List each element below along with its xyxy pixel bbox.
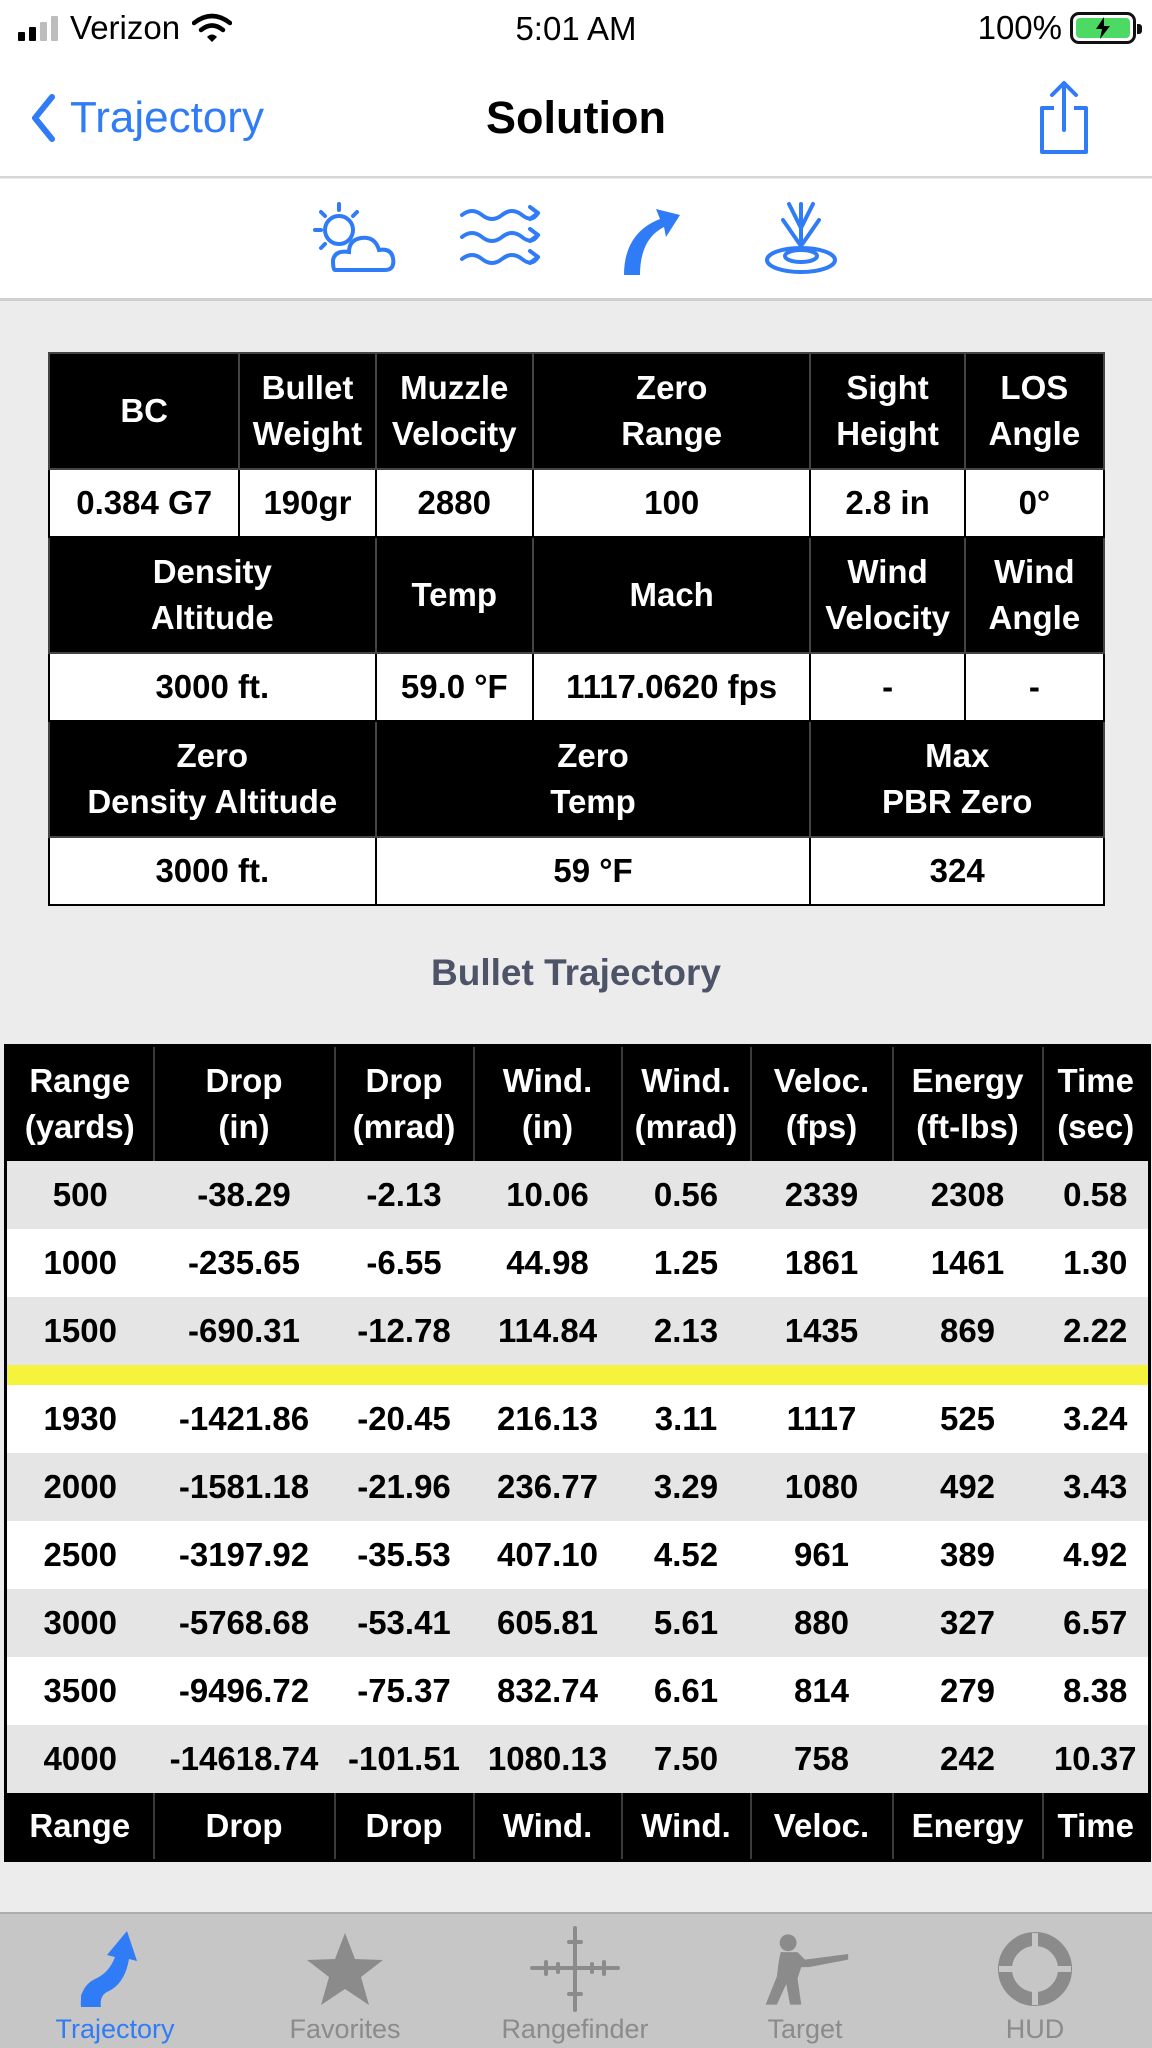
max-pbr-zero-header: Max PBR Zero <box>810 721 1104 837</box>
wind-mrad-cell: 0.56 <box>622 1161 751 1229</box>
star-icon <box>300 1924 390 2014</box>
range-cell: 4000 <box>6 1725 154 1793</box>
energy-cell: 279 <box>893 1657 1043 1725</box>
share-button[interactable] <box>1032 80 1096 156</box>
velocity-cell: 1861 <box>751 1229 893 1297</box>
wind-velocity-value: - <box>810 653 964 721</box>
time-cell: 6.57 <box>1043 1589 1150 1657</box>
range-cell: 2000 <box>6 1453 154 1521</box>
drop-in-cell: -9496.72 <box>154 1657 335 1725</box>
energy-cell: 492 <box>893 1453 1043 1521</box>
energy-cell: 1461 <box>893 1229 1043 1297</box>
share-icon <box>1032 80 1096 156</box>
velocity-cell: 1117 <box>751 1385 893 1453</box>
table-row[interactable] <box>6 1229 1150 1297</box>
wind-icon <box>458 201 544 277</box>
drop-in-cell: -38.29 <box>154 1161 335 1229</box>
trajectory-header-row <box>6 1046 1150 1161</box>
range-cell: 1000 <box>6 1229 154 1297</box>
drop-in-cell: -690.31 <box>154 1297 335 1365</box>
status-right <box>978 8 1136 48</box>
wind-velocity-header: Wind Velocity <box>810 537 964 653</box>
drop-in-cell: -1421.86 <box>154 1385 335 1453</box>
zero-temp-value: 59 °F <box>376 837 811 905</box>
time-cell: 2.22 <box>1043 1297 1150 1365</box>
trajectory-body <box>6 1161 1150 1793</box>
drop-mrad-cell: -75.37 <box>335 1657 474 1725</box>
table-row[interactable] <box>6 1297 1150 1365</box>
time-cell: 8.38 <box>1043 1657 1150 1725</box>
wind-mrad-cell: 3.29 <box>622 1453 751 1521</box>
tab-label: Favorites <box>289 2014 401 2044</box>
tab-bar <box>0 1912 1152 2048</box>
velocity-cell: 758 <box>751 1725 893 1793</box>
tab-label: Rangefinder <box>501 2014 649 2044</box>
wind-in-cell: 407.10 <box>474 1521 622 1589</box>
range-cell: 3500 <box>6 1657 154 1725</box>
solution-toolbar <box>0 179 1152 301</box>
zero-density-altitude-header: Zero Density Altitude <box>49 721 376 837</box>
temp-value: 59.0 °F <box>376 653 533 721</box>
wind-in-cell: 44.98 <box>474 1229 622 1297</box>
drop-mrad-cell: -12.78 <box>335 1297 474 1365</box>
bc-header: BC <box>49 353 239 469</box>
table-row[interactable] <box>6 1589 1150 1657</box>
max-pbr-zero-value: 324 <box>810 837 1104 905</box>
energy-cell: 869 <box>893 1297 1043 1365</box>
time-cell: 1.30 <box>1043 1229 1150 1297</box>
energy-column-footer: Energy <box>893 1793 1043 1861</box>
drop-in-cell: -1581.18 <box>154 1453 335 1521</box>
drop-mrad-cell: -35.53 <box>335 1521 474 1589</box>
tab-label: HUD <box>1005 2014 1065 2044</box>
zero-range-header: Zero Range <box>533 353 811 469</box>
wind-in-cell: 10.06 <box>474 1161 622 1229</box>
section-title: Bullet Trajectory <box>431 952 721 993</box>
tab-hud[interactable] <box>920 1914 1150 2048</box>
tab-label: Target <box>767 2014 843 2044</box>
wind-mrad-cell: 4.52 <box>622 1521 751 1589</box>
density-altitude-value: 3000 ft. <box>49 653 376 721</box>
battery-percent: 100% <box>977 9 1062 46</box>
wind-in-cell: 1080.13 <box>474 1725 622 1793</box>
wind-mrad-cell: 2.13 <box>622 1297 751 1365</box>
zero-temp-header: Zero Temp <box>376 721 811 837</box>
wind-in-column-header: Wind. (in) <box>474 1046 622 1161</box>
table-row[interactable] <box>6 1521 1150 1589</box>
drop-in-cell: -5768.68 <box>154 1589 335 1657</box>
muzzle-velocity-value: 2880 <box>376 469 533 537</box>
velocity-column-header: Veloc. (fps) <box>751 1046 893 1161</box>
tab-rangefinder[interactable] <box>460 1914 690 2048</box>
drop-in-column-footer: Drop <box>154 1793 335 1861</box>
los-angle-value: 0° <box>965 469 1104 537</box>
los-angle-header: LOS Angle <box>965 353 1104 469</box>
impact-button[interactable] <box>755 197 847 281</box>
mach-transition-marker <box>6 1365 1150 1385</box>
time-column-footer: Time <box>1043 1793 1150 1861</box>
time-cell: 3.24 <box>1043 1385 1150 1453</box>
sight-height-header: Sight Height <box>810 353 964 469</box>
battery-icon <box>1070 12 1136 44</box>
drop-mrad-cell: -101.51 <box>335 1725 474 1793</box>
drop-mrad-cell: -6.55 <box>335 1229 474 1297</box>
velocity-cell: 2339 <box>751 1161 893 1229</box>
wind-mrad-column-footer: Wind. <box>622 1793 751 1861</box>
time-cell: 0.58 <box>1043 1161 1150 1229</box>
carrier-label: Verizon <box>70 9 181 46</box>
tab-label: Trajectory <box>55 2014 175 2044</box>
velocity-cell: 961 <box>751 1521 893 1589</box>
wind-mrad-cell: 3.11 <box>622 1385 751 1453</box>
hud-icon <box>990 1924 1080 2014</box>
range-cell: 1930 <box>6 1385 154 1453</box>
sight-height-value: 2.8 in <box>810 469 964 537</box>
drop-mrad-column-footer: Drop <box>335 1793 474 1861</box>
temp-header: Temp <box>376 537 533 653</box>
tab-trajectory[interactable] <box>0 1914 230 2048</box>
page-title: Solution <box>486 92 666 143</box>
wind-in-cell: 236.77 <box>474 1453 622 1521</box>
trajectory-button[interactable] <box>605 197 697 281</box>
time-cell: 3.43 <box>1043 1453 1150 1521</box>
bullet-weight-value: 190gr <box>239 469 375 537</box>
status-time: 5:01 AM <box>515 10 637 47</box>
density-altitude-header: Density Altitude <box>49 537 376 653</box>
range-column-footer: Range <box>6 1793 154 1861</box>
range-cell: 500 <box>6 1161 154 1229</box>
zero-range-value: 100 <box>533 469 811 537</box>
table-row[interactable] <box>6 1385 1150 1453</box>
table-row[interactable] <box>6 1657 1150 1725</box>
velocity-cell: 880 <box>751 1589 893 1657</box>
energy-column-header: Energy (ft-lbs) <box>893 1046 1043 1161</box>
energy-cell: 327 <box>893 1589 1043 1657</box>
wind-in-column-footer: Wind. <box>474 1793 622 1861</box>
weather-icon <box>305 200 397 278</box>
zero-density-altitude-value: 3000 ft. <box>49 837 376 905</box>
mach-header: Mach <box>533 537 811 653</box>
drop-mrad-cell: -2.13 <box>335 1161 474 1229</box>
energy-cell: 242 <box>893 1725 1043 1793</box>
drop-mrad-cell: -20.45 <box>335 1385 474 1453</box>
time-cell: 4.92 <box>1043 1521 1150 1589</box>
back-label: Trajectory <box>70 93 264 142</box>
wind-mrad-cell: 1.25 <box>622 1229 751 1297</box>
table-row[interactable] <box>6 1725 1150 1793</box>
tab-target[interactable] <box>690 1914 920 2048</box>
drop-mrad-column-header: Drop (mrad) <box>335 1046 474 1161</box>
crosshair-icon <box>530 1924 620 2014</box>
range-cell: 2500 <box>6 1521 154 1589</box>
range-column-header: Range (yards) <box>6 1046 154 1161</box>
wind-button[interactable] <box>455 197 547 281</box>
status-bar <box>0 0 1152 60</box>
wind-mrad-cell: 7.50 <box>622 1725 751 1793</box>
energy-cell: 2308 <box>893 1161 1043 1229</box>
wind-in-cell: 114.84 <box>474 1297 622 1365</box>
energy-cell: 389 <box>893 1521 1043 1589</box>
wind-in-cell: 605.81 <box>474 1589 622 1657</box>
summary-table <box>48 352 1105 906</box>
impact-icon <box>761 198 841 280</box>
trajectory-tab-icon <box>70 1924 160 2014</box>
tab-favorites[interactable] <box>230 1914 460 2048</box>
drop-in-cell: -3197.92 <box>154 1521 335 1589</box>
drop-in-column-header: Drop (in) <box>154 1046 335 1161</box>
wind-angle-header: Wind Angle <box>965 537 1104 653</box>
wind-mrad-column-header: Wind. (mrad) <box>622 1046 751 1161</box>
velocity-cell: 1080 <box>751 1453 893 1521</box>
time-cell: 10.37 <box>1043 1725 1150 1793</box>
drop-mrad-cell: -21.96 <box>335 1453 474 1521</box>
velocity-cell: 814 <box>751 1657 893 1725</box>
wind-mrad-cell: 5.61 <box>622 1589 751 1657</box>
drop-in-cell: -235.65 <box>154 1229 335 1297</box>
time-column-header: Time (sec) <box>1043 1046 1150 1161</box>
navigation-bar <box>0 60 1152 178</box>
trajectory-icon <box>616 199 686 279</box>
trajectory-footer-row <box>6 1793 1150 1861</box>
velocity-cell: 1435 <box>751 1297 893 1365</box>
range-cell: 1500 <box>6 1297 154 1365</box>
velocity-column-footer: Veloc. <box>751 1793 893 1861</box>
shooter-icon <box>760 1924 850 2014</box>
drop-mrad-cell: -53.41 <box>335 1589 474 1657</box>
energy-cell: 525 <box>893 1385 1043 1453</box>
range-cell: 3000 <box>6 1589 154 1657</box>
table-row[interactable] <box>6 1161 1150 1229</box>
wind-in-cell: 216.13 <box>474 1385 622 1453</box>
mach-value: 1117.0620 fps <box>533 653 811 721</box>
wind-mrad-cell: 6.61 <box>622 1657 751 1725</box>
bc-value: 0.384 G7 <box>49 469 239 537</box>
muzzle-velocity-header: Muzzle Velocity <box>376 353 533 469</box>
trajectory-table <box>4 1044 1151 1862</box>
bullet-weight-header: Bullet Weight <box>239 353 375 469</box>
wind-angle-value: - <box>965 653 1104 721</box>
weather-button[interactable] <box>305 197 397 281</box>
wind-in-cell: 832.74 <box>474 1657 622 1725</box>
table-row[interactable] <box>6 1453 1150 1521</box>
drop-in-cell: -14618.74 <box>154 1725 335 1793</box>
